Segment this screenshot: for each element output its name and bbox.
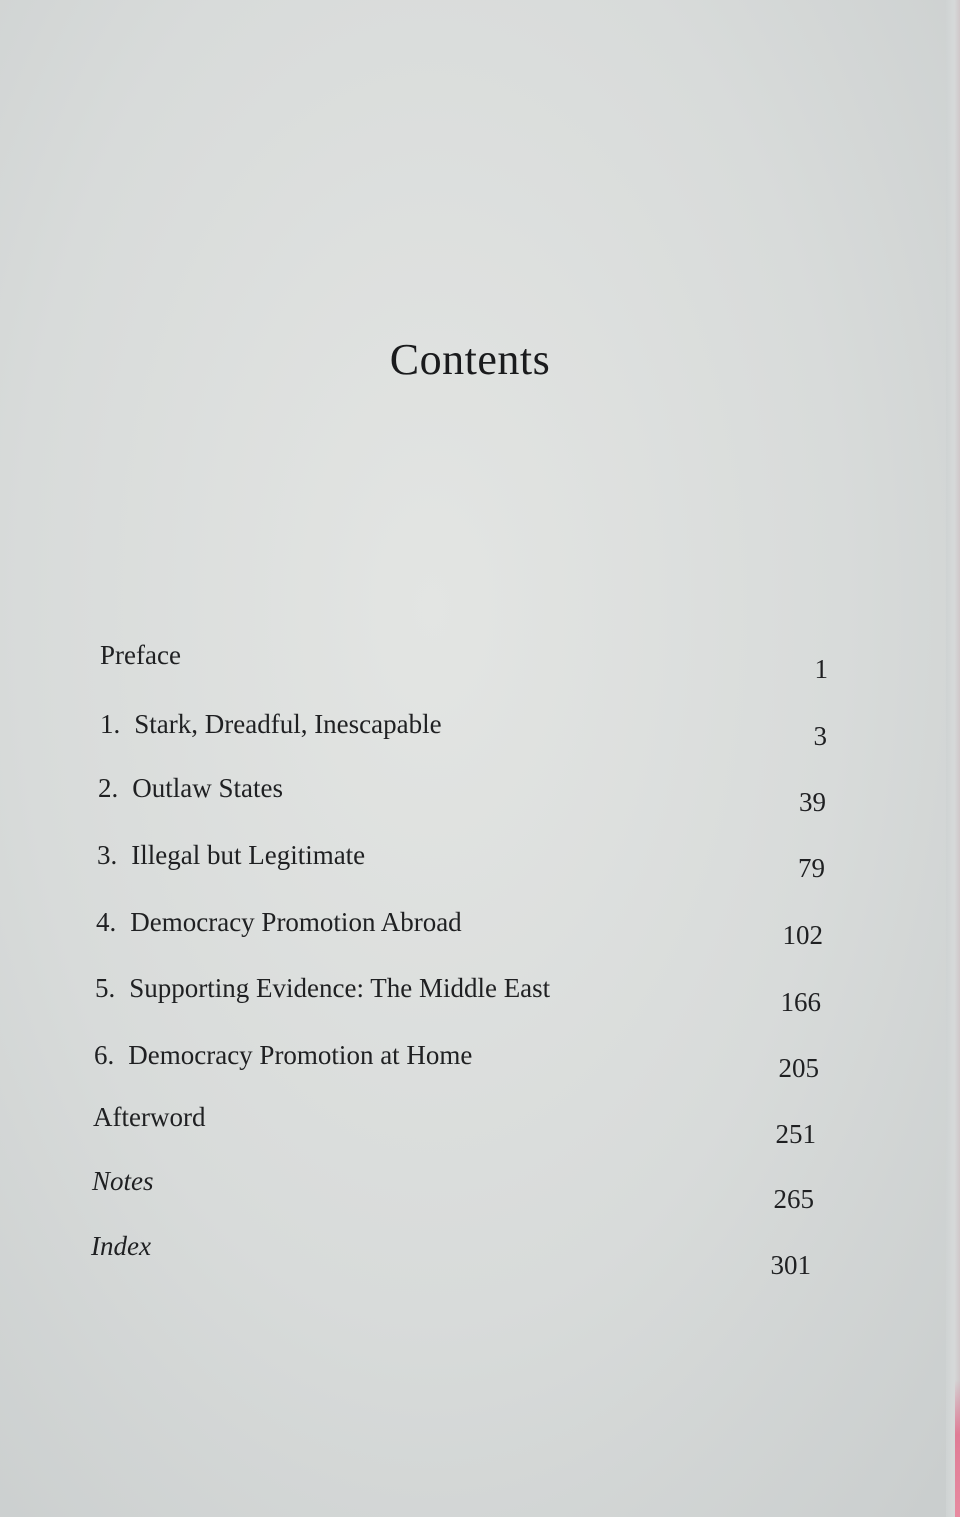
toc-entry-label: Democracy Promotion at Home: [128, 1040, 473, 1070]
toc-entry-label: Preface: [100, 640, 181, 670]
toc-entry-page: 3: [813, 721, 827, 751]
contents-heading: Contents: [389, 335, 551, 384]
toc-entry-page: 301: [770, 1250, 811, 1280]
toc-entry-label: Index: [91, 1231, 151, 1261]
toc-entry-label: Outlaw States: [132, 773, 283, 803]
toc-entry-page: 102: [782, 920, 823, 950]
toc-entry-label: Stark, Dreadful, Inescapable: [134, 709, 442, 739]
toc-entry-number: 4.: [96, 907, 117, 937]
toc-entry-label: Afterword: [93, 1102, 206, 1132]
toc-entry-chapter-6: [94, 1040, 472, 1071]
toc-entry-chapter-1: [100, 709, 442, 740]
toc-entry-afterword: [93, 1102, 205, 1133]
toc-entry-chapter-5: [95, 973, 550, 1004]
toc-entry-page: 166: [780, 987, 821, 1017]
toc-entry-page: 251: [775, 1119, 816, 1149]
toc-entry-notes: [92, 1166, 154, 1197]
toc-entry-number: 2.: [98, 773, 119, 803]
toc-entry-label: Notes: [92, 1166, 154, 1196]
toc-entry-label: Democracy Promotion Abroad: [130, 907, 462, 937]
toc-entry-number: 3.: [97, 840, 118, 870]
toc-entry-chapter-2: [98, 773, 283, 804]
toc-entry-label: Supporting Evidence: The Middle East: [129, 973, 551, 1003]
toc-entry-number: 5.: [95, 973, 116, 1003]
toc-entry-preface: [100, 640, 181, 671]
toc-entry-page: 1: [814, 654, 828, 684]
toc-entry-label: Illegal but Legitimate: [131, 840, 366, 870]
toc-entry-number: 6.: [94, 1040, 115, 1070]
toc-entry-page: 205: [778, 1053, 819, 1083]
toc-entry-index: [91, 1231, 151, 1262]
toc-entry-page: 39: [799, 787, 826, 817]
toc-entry-chapter-3: [97, 840, 365, 871]
toc-entry-page: 265: [773, 1184, 814, 1214]
toc-entry-page: 79: [798, 853, 825, 883]
toc-entry-number: 1.: [100, 709, 121, 739]
toc-entry-chapter-4: [96, 907, 462, 938]
